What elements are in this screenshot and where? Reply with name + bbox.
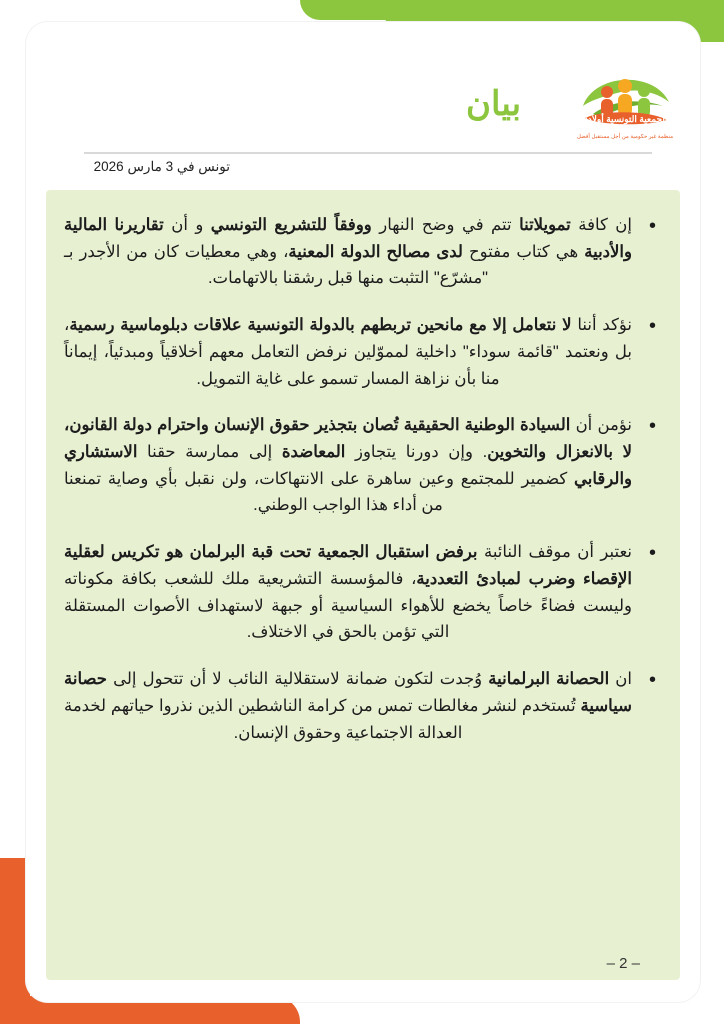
body-text: . وإن دورنا يتجاوز <box>345 443 488 462</box>
statement-point <box>64 412 662 519</box>
body-text: كضمير للمجتمع وعين ساهرة على الانتهاكات، ولن نقبل بأي وصاية تمنعنا من أداء هذا الواجب الوطني. <box>64 469 575 515</box>
body-text: نؤمن أن <box>570 416 632 435</box>
body-text: تُستخدم لنشر مغالطات تمس من كرامة الناشطين الذين نذروا حياتهم لخدمة العدالة الاجتماعية وحقوق الإنسان. <box>64 696 581 742</box>
emphasis-text: تمويلاتنا <box>519 216 571 234</box>
statement-points-list <box>64 212 662 746</box>
header-divider <box>84 152 652 154</box>
emphasis-text: المعاضدة <box>281 443 346 462</box>
organization-logo <box>571 62 679 148</box>
body-text: نعتبر أن موقف النائبة <box>477 543 632 562</box>
logo-icon <box>571 62 679 132</box>
emphasis-text: حصانة سياسية <box>64 670 632 715</box>
body-text: تتم في وضح النهار <box>371 216 520 234</box>
page-title: بيان <box>466 85 522 123</box>
body-text: و أن <box>163 216 211 234</box>
body-text: إن كافة <box>570 216 632 234</box>
document-sheet <box>26 22 700 1002</box>
body-text: نؤكد أننا <box>571 316 632 335</box>
body-text: ان <box>609 670 632 689</box>
svg-text:الجمعية التونسية أولادنا: الجمعية التونسية أولادنا <box>582 114 668 124</box>
statement-point <box>64 539 662 646</box>
emphasis-text: ووفقاً للتشريع التونسي <box>210 216 372 234</box>
body-text: إلى ممارسة حقنا <box>137 443 282 462</box>
document-date: تونس في 3 مارس 2026 <box>93 159 230 174</box>
body-text: ، وهي معطيات كان من الأجدر بـ "مشرّع" التثبت منها قبل رشقنا بالاتهامات. <box>64 242 489 288</box>
document-header <box>26 22 700 172</box>
page-number: – 2 – <box>606 955 640 972</box>
statement-point <box>64 666 662 746</box>
emphasis-text: برفض استقبال الجمعية تحت قبة البرلمان هو تكريس لعقلية الإقصاء وضرب لمبادئ التعددية <box>64 543 632 588</box>
body-text: هي كتاب مفتوح <box>462 242 585 261</box>
emphasis-text: السيادة الوطنية الحقيقية تُصان بتجذير حقوق الإنسان واحترام دولة القانون، لا بالانعزال والتخوين <box>64 416 632 462</box>
emphasis-text: الحصانة البرلمانية <box>488 670 610 689</box>
emphasis-text: لدى مصالح الدولة المعنية <box>288 242 463 261</box>
statement-body-panel <box>46 190 680 980</box>
emphasis-text: الاستشاري والرقابي <box>64 443 632 488</box>
emphasis-text: تقاريرنا المالية والأدبية <box>64 216 632 261</box>
emphasis-text: لا نتعامل إلا مع مانحين تربطهم بالدولة التونسية علاقات دبلوماسية رسمية <box>69 316 572 335</box>
body-text: ، فالمؤسسة التشريعية ملك للشعب بكافة مكوناته وليست فضاءً خاصاً يخضع للأهواء السياسية أو جبهة لاستهداف الأصوات المستقلة التي تؤمن بالحق في الاختلاف. <box>64 569 632 642</box>
logo-caption: منظمة غير حكومية من أجل مستقبل أفضل <box>576 134 674 140</box>
body-text: وُجدت لتكون ضمانة لاستقلالية النائب لا أن تتحول إلى <box>106 670 489 689</box>
statement-point <box>64 212 662 292</box>
statement-point <box>64 312 662 392</box>
body-text: ، بل ونعتمد "قائمة سوداء" داخلية لمموّلين نرفض التعامل معهم أخلاقياً ومبدئياً، إيماناً منا بأن نزاهة المسار تسمو على غاية التمويل. <box>64 316 632 388</box>
